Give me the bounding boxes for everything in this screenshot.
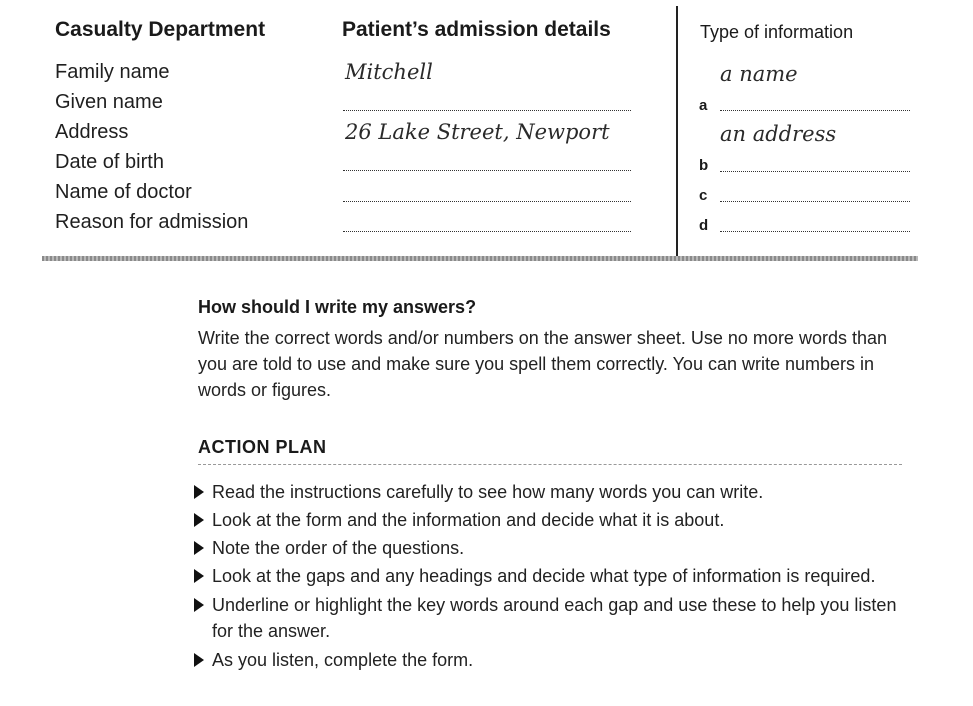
gap-letter-a: a <box>699 97 708 114</box>
type-gap-c[interactable] <box>720 201 910 202</box>
type-of-information-title: Type of information <box>700 22 854 42</box>
gap-date-of-birth[interactable] <box>343 170 631 171</box>
answer-address: 26 Lake Street, Newport <box>345 120 610 144</box>
action-plan-step: Note the order of the questions. <box>212 538 465 558</box>
department-title: Casualty Department <box>55 18 266 41</box>
admission-details-title: Patient’s admission details <box>342 18 611 41</box>
arrow-bullet-icon <box>194 485 204 499</box>
arrow-bullet-icon <box>194 598 204 612</box>
label-address: Address <box>55 121 129 143</box>
list-item <box>190 535 910 561</box>
action-plan-step: Look at the gaps and any headings and decide what type of information is required. <box>212 566 876 586</box>
gap-letter-b: b <box>699 157 709 174</box>
type-family-name: a name <box>720 62 798 86</box>
gap-name-of-doctor[interactable] <box>343 201 631 202</box>
list-item <box>190 563 910 589</box>
action-plan-step: Read the instructions carefully to see how many words you can write. <box>212 482 764 502</box>
answer-family-name: Mitchell <box>345 60 433 84</box>
arrow-bullet-icon <box>194 513 204 527</box>
list-item <box>190 592 910 644</box>
action-plan-rule <box>198 464 902 465</box>
type-gap-b[interactable] <box>720 171 910 172</box>
label-reason-for-admission: Reason for admission <box>55 211 249 233</box>
label-name-of-doctor: Name of doctor <box>55 181 192 203</box>
list-item <box>190 507 910 533</box>
arrow-bullet-icon <box>194 541 204 555</box>
label-family-name: Family name <box>55 61 170 83</box>
gap-letter-d: d <box>699 217 709 234</box>
action-plan-heading: ACTION PLAN <box>198 437 327 457</box>
type-gap-d[interactable] <box>720 231 910 232</box>
action-plan-step: As you listen, complete the form. <box>212 650 474 670</box>
list-item <box>190 647 910 673</box>
answers-heading: How should I write my answers? <box>198 297 477 317</box>
action-plan-step: Underline or highlight the key words around each gap and use these to help you listen for the answer. <box>212 595 897 641</box>
label-date-of-birth: Date of birth <box>55 151 164 173</box>
list-item <box>190 479 910 505</box>
action-plan-list <box>190 479 910 675</box>
answers-instructions: Write the correct words and/or numbers on the answer sheet. Use no more words than you are told to use and make sure you spell them correctly. You can write numbers in words or figures. <box>198 328 887 400</box>
form-bottom-rule <box>42 256 918 261</box>
type-address: an address <box>720 122 837 146</box>
type-gap-a[interactable] <box>720 110 910 111</box>
arrow-bullet-icon <box>194 653 204 667</box>
arrow-bullet-icon <box>194 569 204 583</box>
action-plan-step: Look at the form and the information and decide what it is about. <box>212 510 725 530</box>
label-given-name: Given name <box>55 91 163 113</box>
gap-given-name[interactable] <box>343 110 631 111</box>
column-divider <box>676 6 678 259</box>
gap-reason-for-admission[interactable] <box>343 231 631 232</box>
gap-letter-c: c <box>699 187 708 204</box>
